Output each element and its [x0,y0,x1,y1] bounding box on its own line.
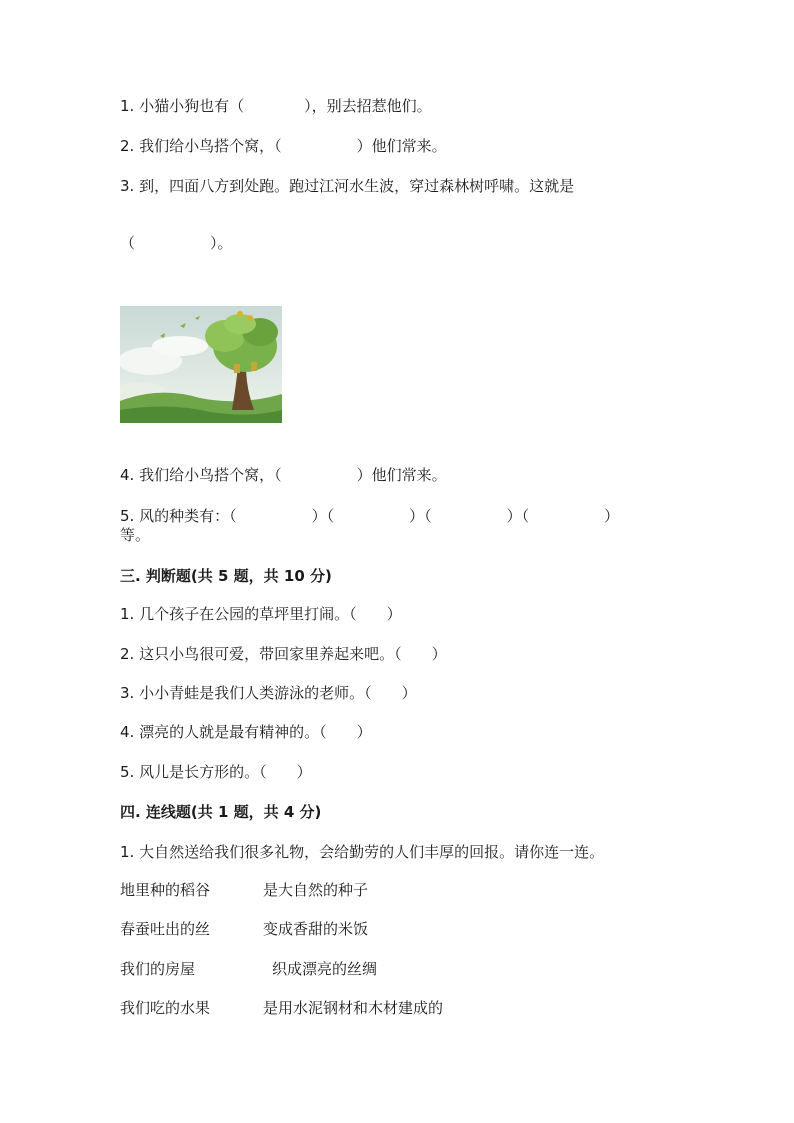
question-3-blank: （ ）。 [120,234,233,252]
judge-item-2: 2. 这只小鸟很可爱，带回家里养起来吧。（ ） [120,645,447,663]
judge-item-4: 4. 漂亮的人就是最有精神的。（ ） [120,723,372,741]
match-left-1[interactable]: 地里种的稻谷 [120,881,211,899]
tree-illustration-svg [120,306,282,423]
question-5: 5. 风的种类有：（ ）（ ）（ ）（ ） [120,507,620,525]
tree-illustration [120,306,282,423]
question-5-tail: 等。 [120,526,151,544]
match-right-1[interactable]: 是大自然的种子 [263,881,369,899]
judge-item-5: 5. 风儿是长方形的。（ ） [120,763,312,781]
matching-prompt: 1. 大自然送给我们很多礼物，会给勤劳的人们丰厚的回报。请你连一连。 [120,843,605,861]
question-3: 3. 到，四面八方到处跑。跑过江河水生波，穿过森林树呼啸。这就是 [120,177,575,195]
match-right-2[interactable]: 变成香甜的米饭 [263,920,369,938]
question-4: 4. 我们给小鸟搭个窝，（ ）他们常来。 [120,466,447,484]
question-2: 2. 我们给小鸟搭个窝，（ ）他们常来。 [120,137,447,155]
match-right-4[interactable]: 是用水泥钢材和木材建成的 [263,999,444,1017]
match-right-3[interactable]: 织成漂亮的丝绸 [272,960,378,978]
question-1: 1. 小猫小狗也有（ ），别去招惹他们。 [120,97,432,115]
match-left-2[interactable]: 春蚕吐出的丝 [120,920,211,938]
match-left-4[interactable]: 我们吃的水果 [120,999,211,1017]
judge-item-1: 1. 几个孩子在公园的草坪里打闹。（ ） [120,605,402,623]
judge-item-3: 3. 小小青蛙是我们人类游泳的老师。（ ） [120,684,417,702]
section-4-title: 四. 连线题(共 1 题，共 4 分) [120,803,322,821]
section-3-title: 三. 判断题(共 5 题，共 10 分) [120,567,332,585]
match-left-3[interactable]: 我们的房屋 [120,960,196,978]
